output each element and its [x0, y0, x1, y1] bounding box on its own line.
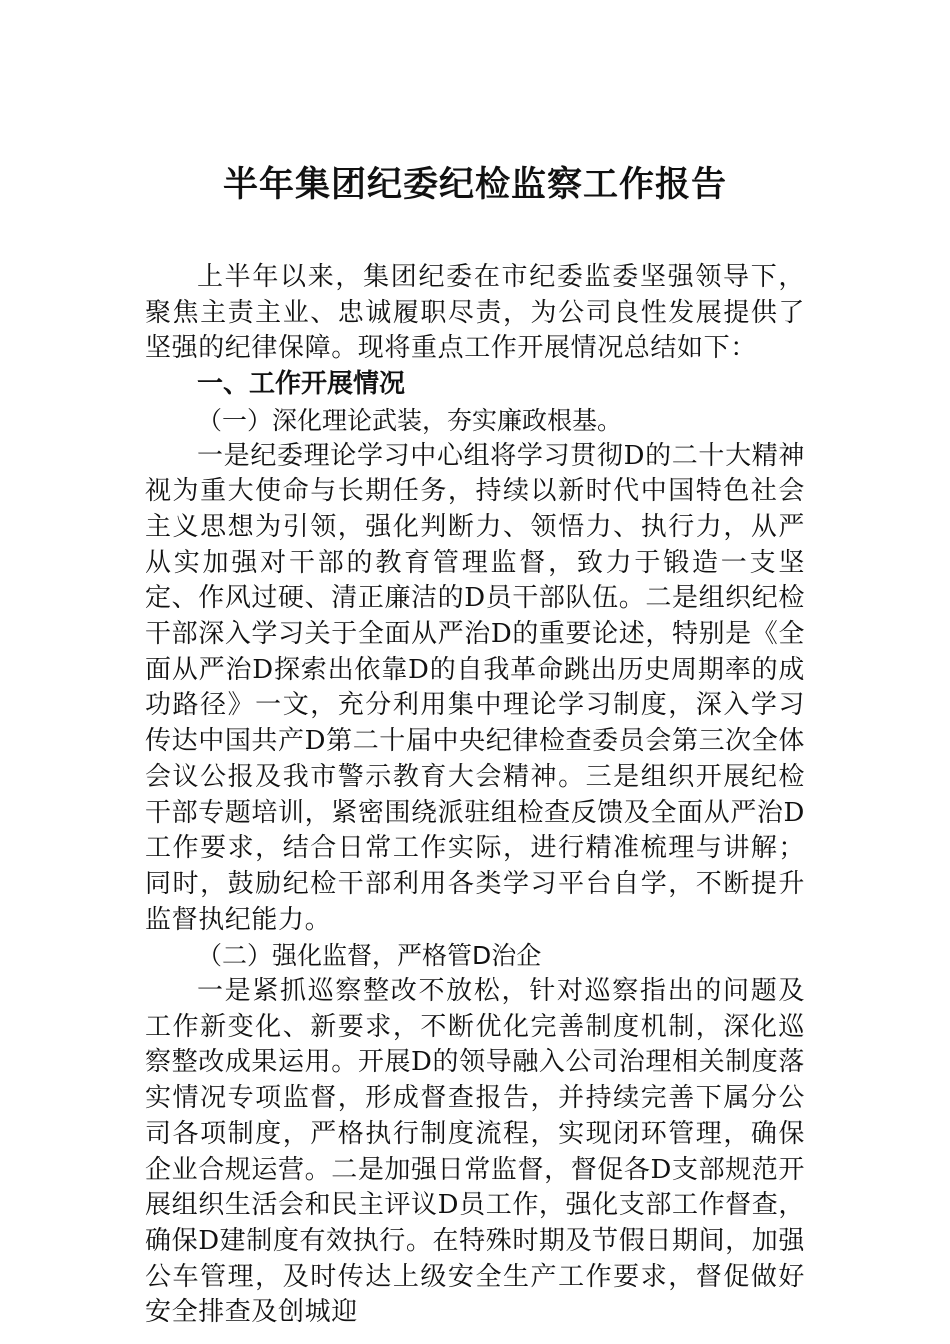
subsection-heading-1: （一）深化理论武装，夯实廉政根基。 [197, 405, 623, 435]
subsection-heading-2: （二）强化监督，严格管D治企 [197, 941, 542, 971]
section-heading: 一、工作开展情况 [197, 369, 406, 400]
intro-paragraph: 上半年以来，集团纪委在市纪委监委坚强领导下，聚焦主责主业、忠诚履职尽责，为公司良性发展提供了坚强的纪律保障。现将重点工作开展情况总结如下： [145, 262, 805, 364]
document-body [145, 260, 805, 1331]
document-title: 半年集团纪委纪检监察工作报告 [222, 164, 727, 205]
subsection-paragraph-2: 一是紧抓巡察整改不放松，针对巡察指出的问题及工作新变化、新要求，不断优化完善制度机制，深化巡察整改成果运用。开展D的领导融入公司治理相关制度落实情况专项监督，形成督查报告，并持续完善下属分公司各项制度，严格执行制度流程，实现闭环管理，确保企业合规运营。二是加强日常监督，督促各D支部规范开展组织生活会和民主评议D员工作，强化支部工作督查，确保D建制度有效执行。在特殊时期及节假日期间，加强公车管理，及时传达上级安全生产工作要求，督促做好安全排查及创城迎 [145, 976, 805, 1328]
subsection-paragraph-1: 一是纪委理论学习中心组将学习贯彻D的二十大精神视为重大使命与长期任务，持续以新时代中国特色社会主义思想为引领，强化判断力、领悟力、执行力，从严从实加强对干部的教育管理监督，致力于锻造一支坚定、作风过硬、清正廉洁的D员干部队伍。二是组织纪检干部深入学习关于全面从严治D的重要论述，特别是《全面从严治D探索出依靠D的自我革命跳出历史周期率的成功路径》一文，充分利用集中理论学习制度，深入学习传达中国共产D第二十届中央纪律检查委员会第三次全体会议公报及我市警示教育大会精神。三是组织开展纪检干部专题培训，紧密围绕派驻组检查反馈及全面从严治D工作要求，结合日常工作实际，进行精准梳理与讲解；同时，鼓励纪检干部利用各类学习平台自学，不断提升监督执纪能力。 [145, 440, 805, 935]
